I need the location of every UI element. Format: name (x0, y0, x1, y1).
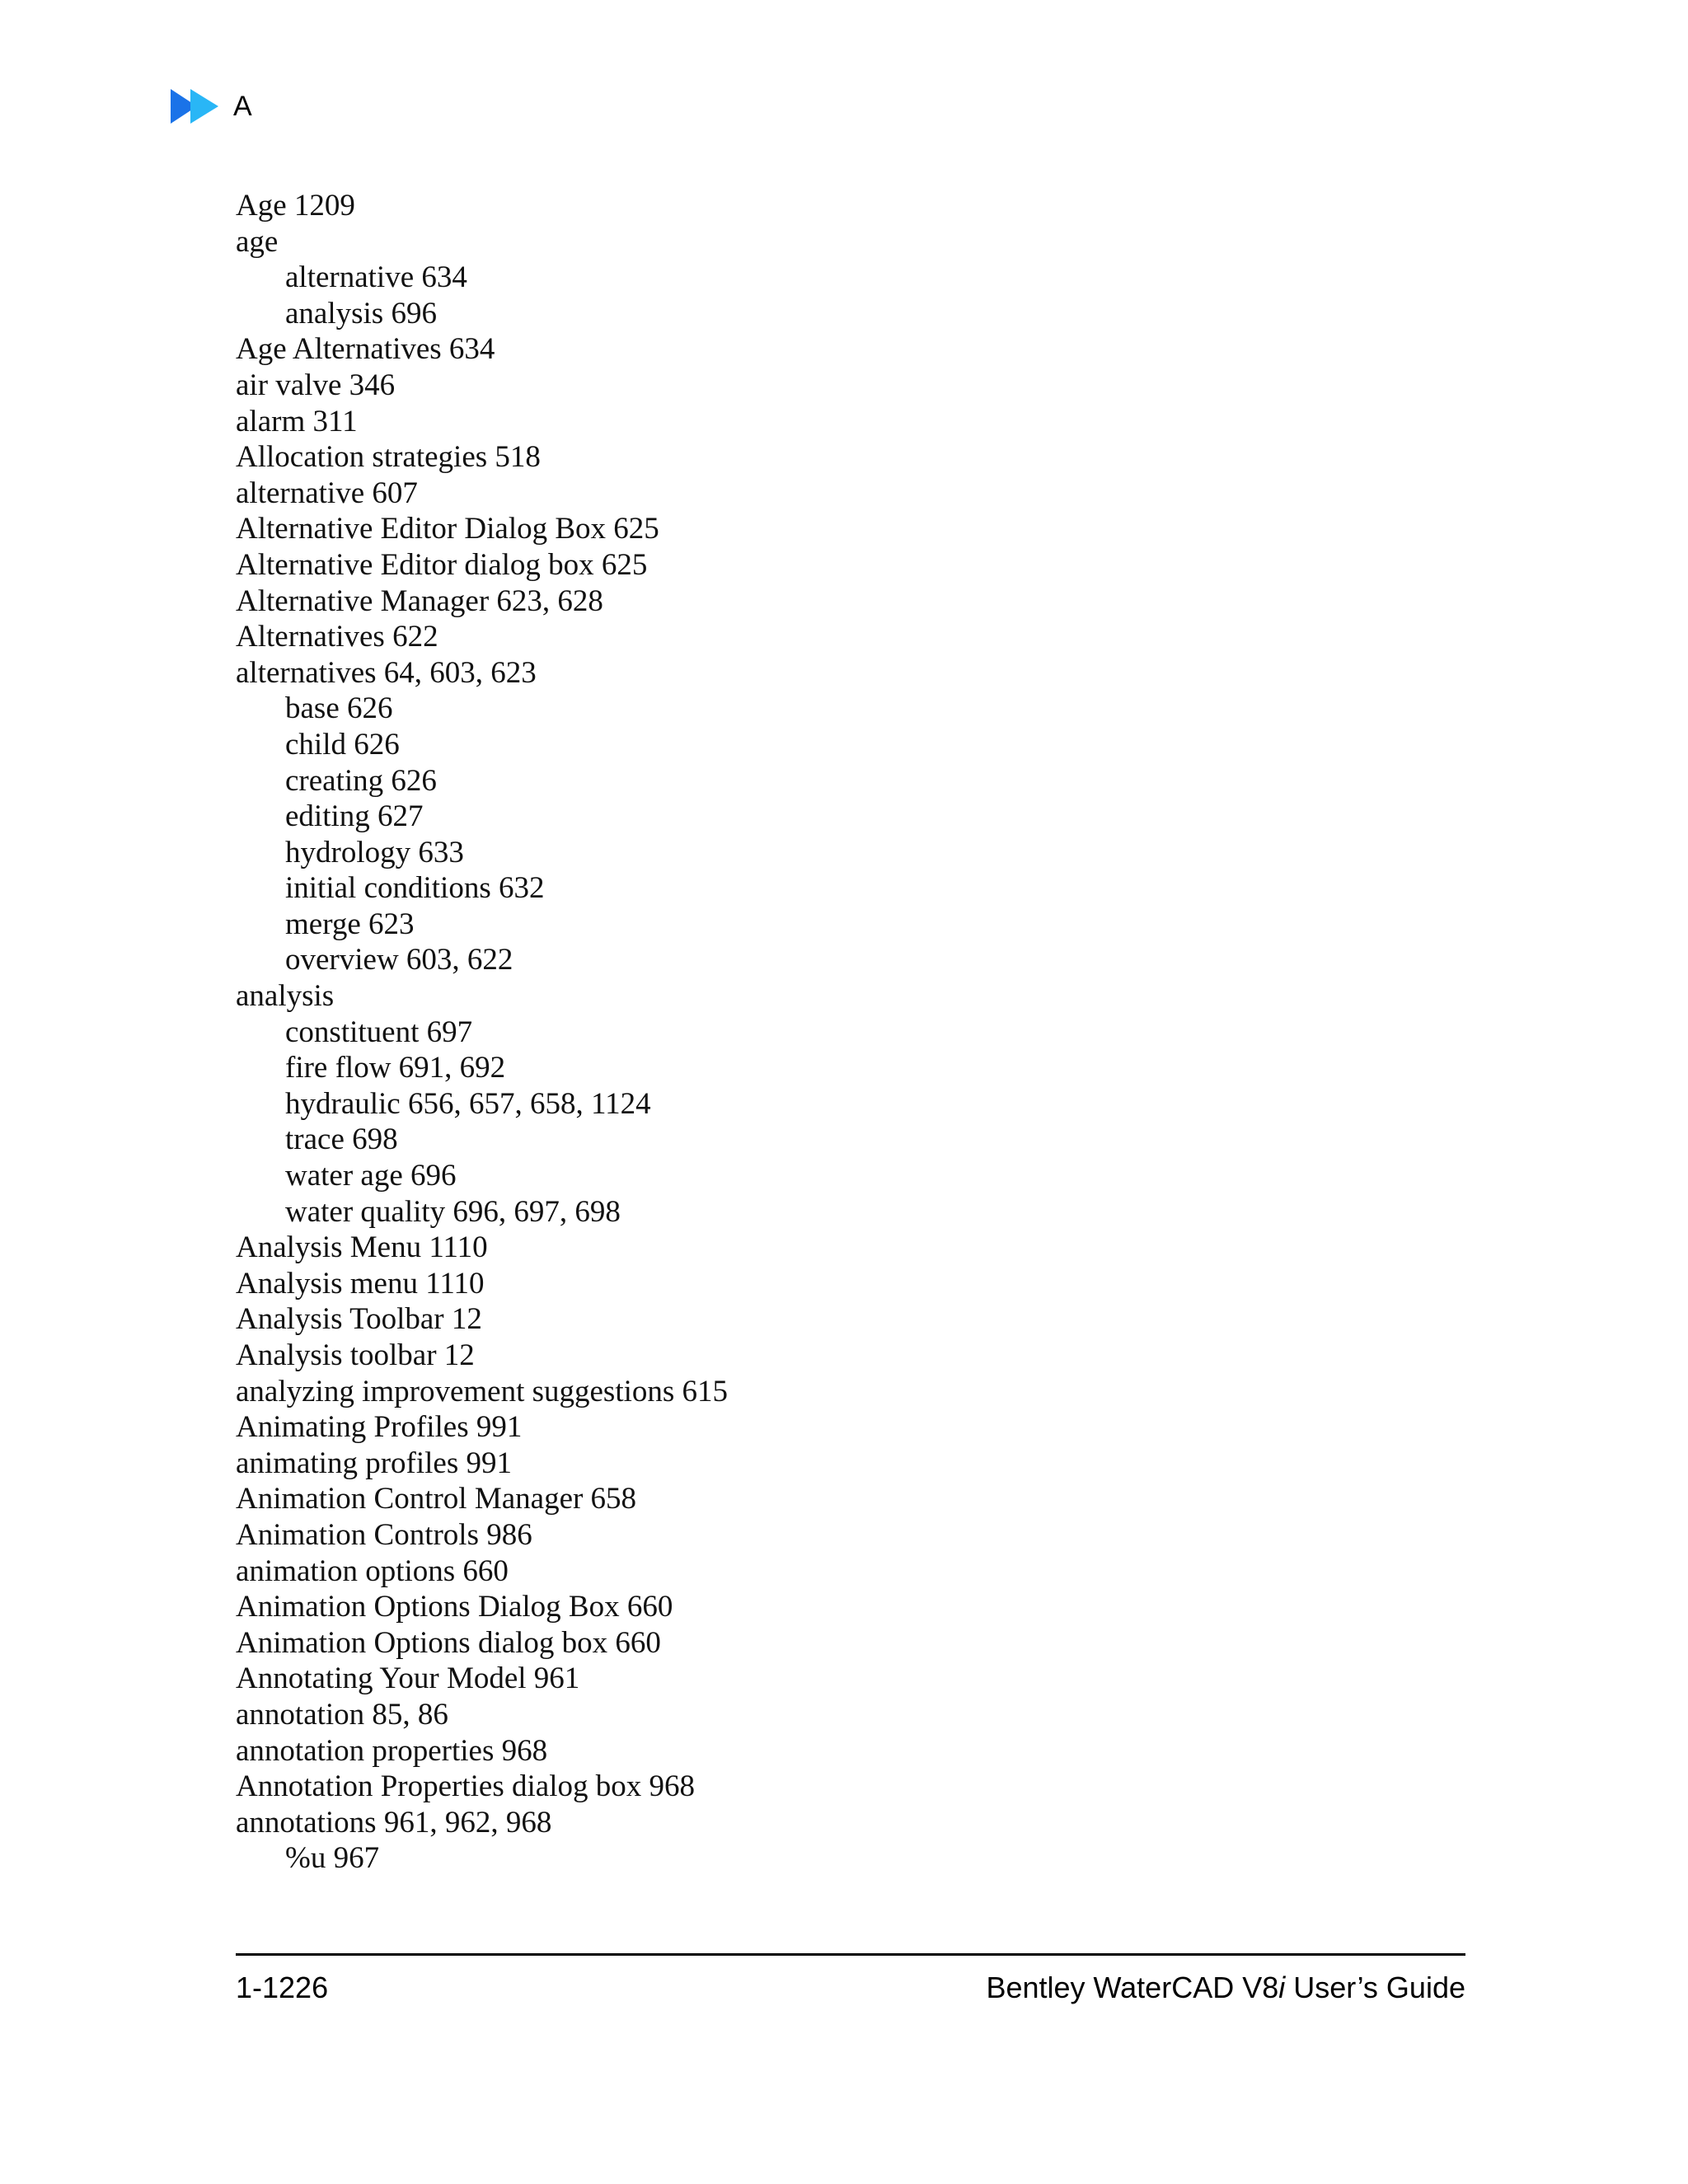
title-italic: i (1278, 1971, 1286, 2004)
index-subentry: constituent 697 (285, 1015, 473, 1049)
index-entry: Alternatives 622 (236, 620, 438, 654)
index-entry: Alternative Manager 623, 628 (236, 583, 603, 618)
index-subentry: base 626 (285, 691, 393, 726)
index-entry: Animation Options dialog box 660 (236, 1625, 661, 1660)
index-entry: animating profiles 991 (236, 1446, 512, 1480)
index-subentry: %u 967 (285, 1841, 380, 1876)
double-arrow-icon (169, 87, 222, 125)
index-entry: Alternative Editor Dialog Box 625 (236, 512, 659, 546)
index-subentry: child 626 (285, 727, 400, 762)
title-prefix: Bentley WaterCAD V8 (986, 1971, 1279, 2004)
index-entry: annotations 961, 962, 968 (236, 1805, 552, 1840)
page-number: 1-1226 (236, 1971, 329, 2004)
index-subentry: water quality 696, 697, 698 (285, 1194, 621, 1229)
index-subentry: hydrology 633 (285, 835, 464, 869)
index-entry: analyzing improvement suggestions 615 (236, 1374, 729, 1408)
index-entry: air valve 346 (236, 368, 396, 402)
index-entry: Analysis toolbar 12 (236, 1338, 475, 1372)
index-entry: Age 1209 (236, 189, 355, 223)
index-list (236, 188, 728, 1877)
index-entry: Animation Options Dialog Box 660 (236, 1590, 673, 1624)
index-subentry: alternative 634 (285, 260, 467, 295)
index-entry: annotation 85, 86 (236, 1697, 448, 1732)
index-entry: analysis (236, 979, 335, 1014)
index-entry: Age Alternatives 634 (236, 332, 495, 367)
index-subentry: creating 626 (285, 763, 437, 798)
index-entry: Animation Control Manager 658 (236, 1482, 637, 1516)
index-entry: Analysis Toolbar 12 (236, 1302, 482, 1337)
index-entry: Animating Profiles 991 (236, 1410, 523, 1445)
index-entry: Animation Controls 986 (236, 1517, 532, 1552)
index-subentry: fire flow 691, 692 (285, 1051, 506, 1085)
index-entry: age (236, 224, 279, 259)
section-header (169, 86, 252, 127)
index-subentry: merge 623 (285, 907, 415, 941)
footer-rule (236, 1953, 1465, 1956)
document-title (986, 1970, 1465, 2005)
index-entry: Allocation strategies 518 (236, 440, 541, 475)
index-subentry: water age 696 (285, 1159, 457, 1193)
index-entry: alternatives 64, 603, 623 (236, 655, 537, 690)
index-entry: animation options 660 (236, 1554, 509, 1588)
index-entry: Analysis menu 1110 (236, 1266, 485, 1301)
index-entry: Annotating Your Model 961 (236, 1661, 580, 1696)
title-suffix: User’s Guide (1285, 1971, 1465, 2004)
index-subentry: editing 627 (285, 799, 424, 834)
index-entry: alarm 311 (236, 404, 358, 438)
index-entry: Analysis Menu 1110 (236, 1230, 488, 1265)
index-subentry: initial conditions 632 (285, 871, 545, 906)
index-entry: alternative 607 (236, 476, 418, 510)
section-letter: A (233, 91, 252, 122)
index-subentry: hydraulic 656, 657, 658, 1124 (285, 1086, 651, 1121)
index-entry: Annotation Properties dialog box 968 (236, 1769, 695, 1804)
index-entry: Alternative Editor dialog box 625 (236, 547, 648, 582)
index-entry: annotation properties 968 (236, 1733, 548, 1768)
index-subentry: overview 603, 622 (285, 943, 513, 977)
index-subentry: trace 698 (285, 1122, 398, 1157)
index-subentry: analysis 696 (285, 296, 437, 330)
